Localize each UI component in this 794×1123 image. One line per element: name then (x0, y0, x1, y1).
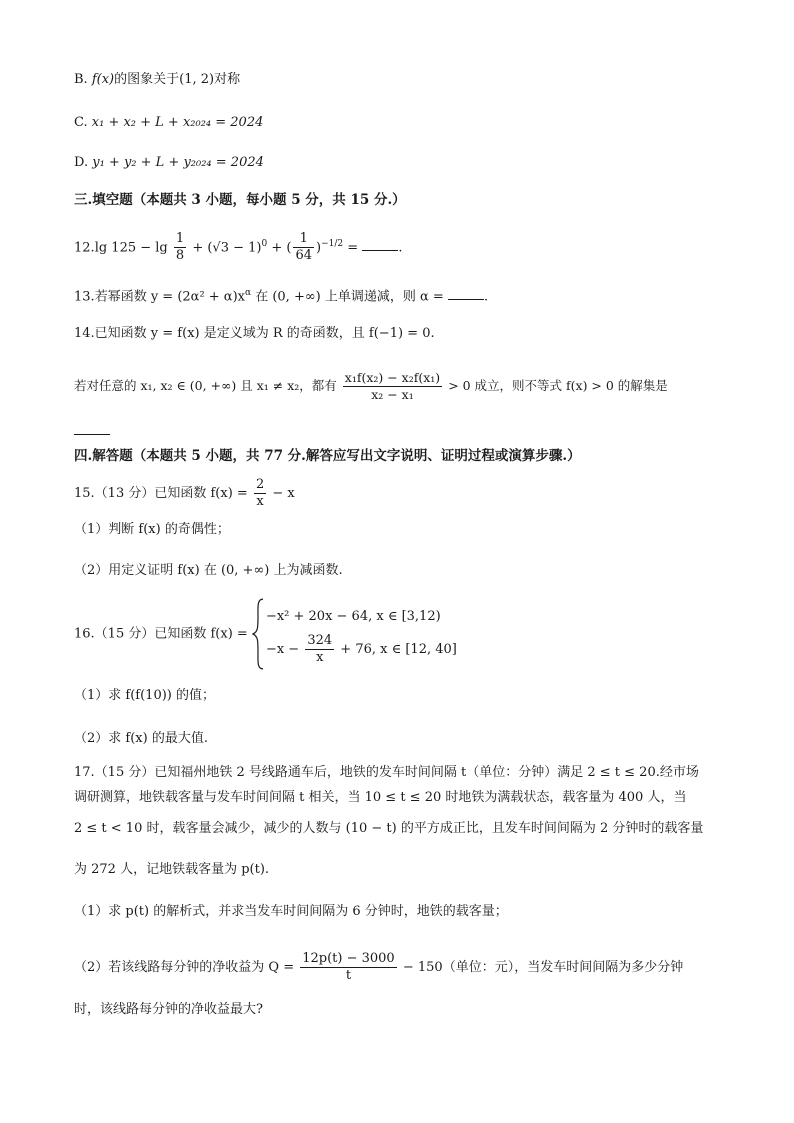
question-number: 13. (74, 289, 95, 305)
period: . (398, 240, 403, 256)
q17-line-4: 为 272 人，记地铁载客量为 p(t). (74, 862, 270, 877)
answer-blank[interactable] (448, 287, 484, 300)
q14-condition: 若对任意的 x₁, x₂ ∈ (0, +∞) 且 x₁ ≠ x₂，都有 (74, 378, 337, 393)
frac-numerator: 12p(t) − 3000 (302, 951, 395, 966)
question-14-line-1: 14.已知函数 y = f(x) 是定义域为 R 的奇函数，且 f(−1) = 0. (74, 326, 435, 341)
q16-part-1: （1）求 f(f(10)) 的值； (74, 688, 215, 703)
option-expr: f(x) (91, 72, 115, 87)
answer-blank[interactable] (74, 422, 110, 435)
option-label: C. (74, 115, 88, 130)
question-number: 12. (74, 240, 95, 256)
frac-numerator: 2 (255, 477, 265, 492)
section-title-fill-blank: 三.填空题（本题共 3 小题，每小题 5 分，共 15 分.） (74, 192, 406, 208)
option-expr: y₁ + y₂ + L + y₂₀₂₄ = 2024 (92, 155, 264, 170)
frac-numerator: 1 (293, 231, 314, 248)
question-13 (74, 283, 488, 307)
q17-line-1: 17.（15 分）已知福州地铁 2 号线路通车后，地铁的发车时间间隔 t（单位：分钟）满足 2 ≤ t ≤ 20.经市场 (74, 765, 699, 780)
option-d (74, 153, 264, 173)
frac-denominator: 64 (295, 248, 313, 264)
q14-fraction (343, 370, 442, 403)
frac-denominator: x (256, 494, 264, 509)
answer-blank[interactable] (362, 238, 398, 251)
option-label: D. (74, 155, 89, 170)
option-b (74, 70, 240, 90)
exponent-alpha: α (245, 288, 252, 298)
frac-denominator: x₂ − x₁ (371, 387, 414, 402)
q17-fraction (300, 951, 396, 984)
question-12: 12.lg 125 − lg $\frac{1}{8}$ + $(√3 - 1)^0$ + ( $\frac{1}{64}$ )$^{-1/2}$ = . (74, 231, 403, 264)
q13-text: 若幂函数 y = (2α² + α)x (94, 289, 245, 305)
q15-head: 15.（13 分）已知函数 f(x) = (74, 486, 248, 501)
fraction-1-64 (293, 231, 314, 264)
equals-sign: = (347, 240, 359, 256)
frac-denominator: x (316, 650, 324, 665)
q16-part-2: （2）求 f(x) 的最大值. (74, 731, 208, 746)
question-15 (74, 474, 295, 514)
piece-2-pre: −x − (265, 642, 300, 657)
q17-part-1: （1）求 p(t) 的解析式，并求当发车时间间隔为 6 分钟时，地铁的载客量； (74, 904, 508, 919)
q15-tail: − x (272, 486, 295, 501)
piecewise-definition (252, 598, 457, 670)
piece-2-post: + 76, x ∈ [12, 40] (340, 642, 457, 657)
option-expr: x₁ + x₂ + L + x₂₀₂₄ = 2024 (91, 115, 264, 130)
option-label: B. (74, 72, 88, 87)
q14-question: > 0 成立，则不等式 f(x) > 0 的解集是 (448, 378, 668, 393)
exponent-neg-half: −1/2 (321, 239, 344, 249)
q13-text-2: 在 (0, +∞) 上单调递减，则 α = (251, 289, 444, 305)
period: . (483, 289, 489, 305)
q12-expr-lead: lg 125 − lg (94, 240, 168, 256)
section-title-solutions: 四.解答题（本题共 5 小题，共 77 分.解答应写出文字说明、证明过程或演算步骤.） (74, 448, 581, 464)
q17-part-2 (74, 946, 683, 990)
piece-1: −x² + 20x − 64, x ∈ [3,12) (265, 609, 441, 624)
piece-2 (266, 633, 457, 666)
question-14-line-2 (74, 364, 668, 408)
frac-denominator: 8 (175, 248, 185, 264)
q12-expr-mid: + (√3 − 1) (192, 240, 262, 256)
q16-head: 16.（15 分）已知函数 f(x) = (74, 626, 248, 642)
plus-sign: + (271, 240, 283, 256)
q17-part-2-post: − 150（单位：元），当发车时间间隔为多少分钟 (402, 960, 684, 975)
left-brace-icon (252, 598, 264, 670)
frac-numerator: 324 (307, 633, 333, 648)
frac-denominator: t (345, 968, 352, 983)
exponent-zero: 0 (261, 239, 268, 249)
q15-part-1: （1）判断 f(x) 的奇偶性； (74, 522, 230, 537)
q17-line-2: 调研测算，地铁载客量与发车时间间隔 t 相关，当 10 ≤ t ≤ 20 时地铁为满载状态，载客量为 400 人，当 (74, 790, 687, 805)
fraction-1-8 (174, 231, 186, 264)
option-text: 的图象关于(1, 2)对称 (114, 72, 241, 87)
question-16 (74, 598, 457, 670)
q17-part-2-pre: （2）若该线路每分钟的净收益为 Q = (74, 960, 295, 975)
q17-line-3: 2 ≤ t < 10 时，载客量会减少，减少的人数与 (10 − t) 的平方成正比，且发车时间间隔为 2 分钟时的载客量 (74, 821, 704, 836)
frac-numerator: 1 (175, 231, 185, 247)
q15-part-2: （2）用定义证明 f(x) 在 (0, +∞) 上为减函数. (74, 563, 343, 578)
option-c (74, 113, 263, 133)
fraction-324-x (305, 633, 334, 666)
fraction-2-x (254, 477, 266, 510)
question-14-blank-row (74, 422, 110, 442)
frac-numerator: x₁f(x₂) − x₂f(x₁) (344, 370, 441, 385)
q17-part-2-line-2: 时，该线路每分钟的净收益最大? (74, 1002, 263, 1017)
